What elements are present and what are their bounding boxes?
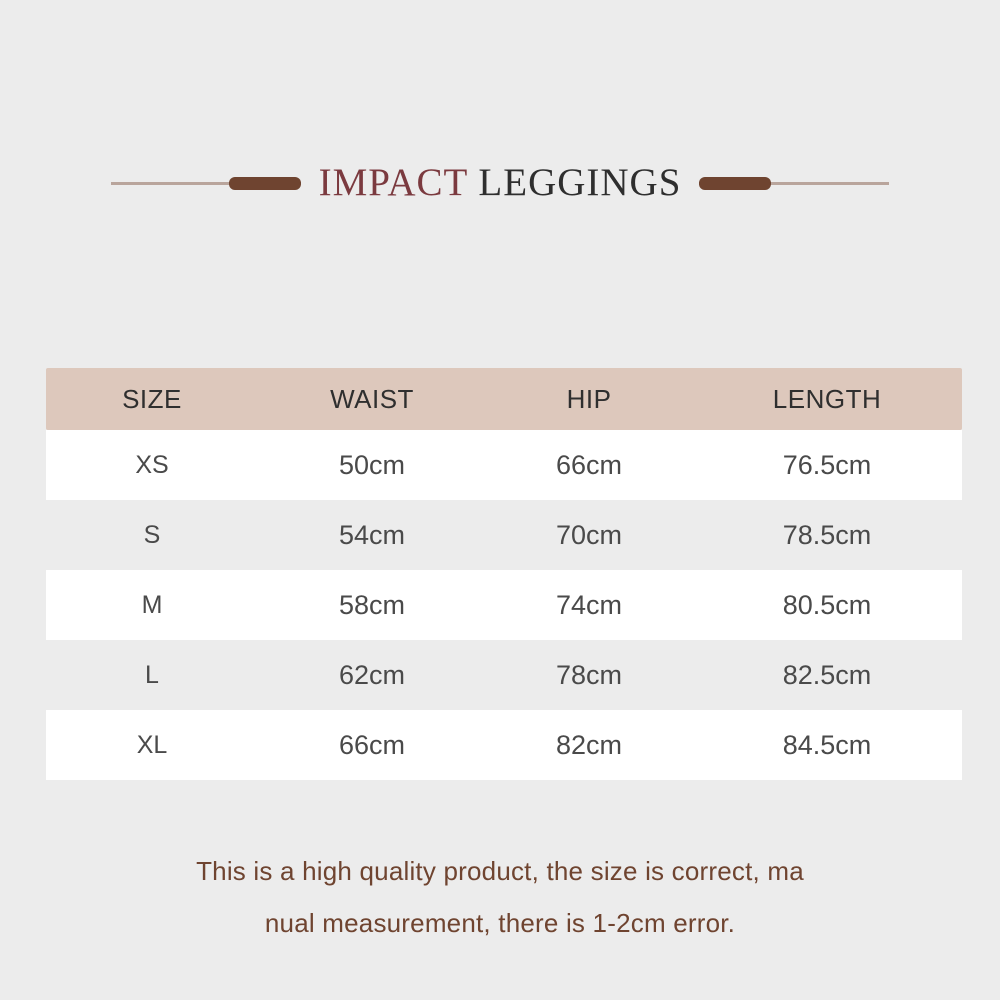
table-header-row <box>46 368 962 430</box>
header-waist: WAIST <box>330 383 414 414</box>
cell-hip: 74cm <box>555 589 623 620</box>
cell-hip: 82cm <box>555 729 623 760</box>
disclaimer-line-2: nual measurement, there is 1-2cm error. <box>264 908 736 938</box>
cell-length: 76.5cm <box>782 449 872 480</box>
cell-length: 78.5cm <box>782 519 872 550</box>
decorative-rule-left <box>111 174 301 192</box>
cell-hip: 78cm <box>555 659 623 690</box>
cell-hip: 66cm <box>555 449 623 480</box>
rule-thick-bar <box>229 177 301 190</box>
cell-size: XS <box>135 450 169 479</box>
table-row <box>46 570 962 640</box>
cell-size: S <box>143 520 161 549</box>
disclaimer-line-1: This is a high quality product, the size is correct, ma <box>196 856 804 886</box>
title-block <box>0 160 1000 205</box>
cell-size: M <box>141 590 163 619</box>
cell-waist: 66cm <box>338 729 406 760</box>
cell-length: 80.5cm <box>782 589 872 620</box>
cell-hip: 70cm <box>555 519 623 550</box>
table-row <box>46 430 962 500</box>
size-table <box>46 368 962 780</box>
decorative-rule-right <box>699 174 889 192</box>
disclaimer-note <box>0 845 1000 949</box>
table-row <box>46 710 962 780</box>
cell-size: XL <box>136 730 168 759</box>
header-hip: HIP <box>566 383 612 414</box>
page-title-rest: LEGGINGS <box>467 161 682 204</box>
cell-length: 84.5cm <box>782 729 872 760</box>
cell-waist: 62cm <box>338 659 406 690</box>
table-row <box>46 640 962 710</box>
page-title <box>301 160 700 205</box>
cell-size: L <box>145 660 159 689</box>
rule-thick-bar <box>699 177 771 190</box>
cell-waist: 50cm <box>338 449 406 480</box>
header-size: SIZE <box>122 383 182 414</box>
page-title-accent: IMPACT <box>318 161 468 204</box>
cell-waist: 54cm <box>338 519 406 550</box>
header-length: LENGTH <box>772 383 882 414</box>
cell-waist: 58cm <box>338 589 406 620</box>
cell-length: 82.5cm <box>782 659 872 690</box>
table-row <box>46 500 962 570</box>
